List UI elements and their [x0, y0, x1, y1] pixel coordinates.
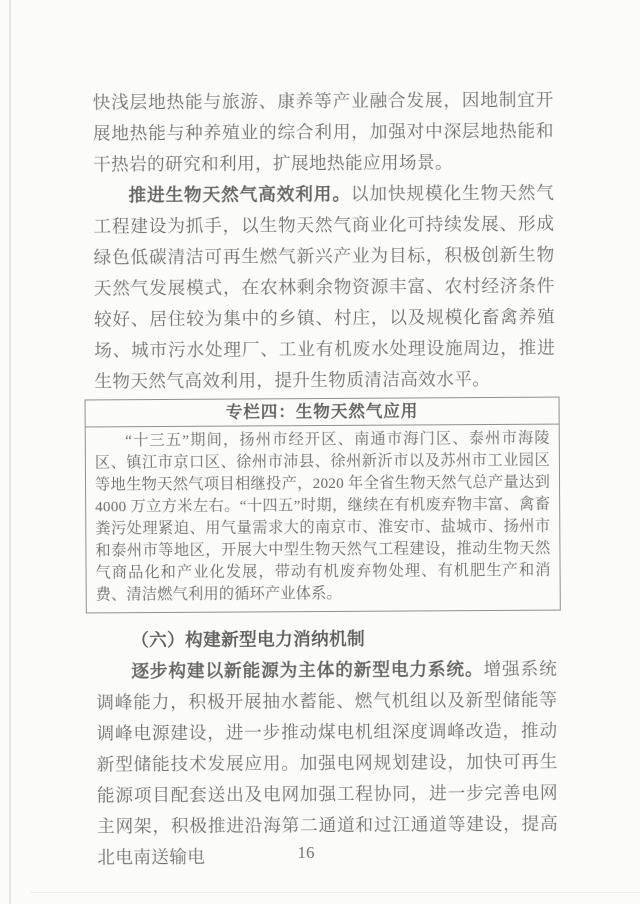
paragraph-power-lead-bold: 逐步构建以新能源为主体的新型电力系统。 — [131, 659, 484, 682]
section-heading-six: （六）构建新型电力消纳机制 — [131, 628, 366, 651]
paragraph-power-text: 增强系统调峰能力，积极开展抽水蓄能、燃气机组以及新型储能等调峰电源建设，进一步推动煤电机组深度调峰改造，推动新型储能技术发展应用。加强电网规划建设，加快可再生能源项目配套送出及电网加强工程协同，进一步完善电网主网架，积极推进沿海第二通道和过江通道等建设，提高北电南送输电 — [96, 658, 559, 868]
callout-box-title: 专栏四：生物天然气应用 — [86, 398, 559, 428]
document-page-content — [93, 85, 559, 874]
paragraph-biogas-text: 以加快规模化生物天然气工程建设为抓手，以生物天然气商业化可持续发展、形成绿色低碳清洁可再生燃气新兴产业为目标，积极创新生物天然气发展模式，在农林剩余物资源丰富、农村经济条件较好、居住较为集中的乡镇、村庄，以及规模化畜禽养殖场、城市污水处理厂、工业有机废水处理设施周边，推进生物天然气高效利用，提升生物质清洁高效水平。 — [93, 182, 556, 392]
callout-box-body: “十三五”期间，扬州市经开区、南通市海门区、泰州市海陵区、镇江市京口区、徐州市沛县、徐州新沂市以及苏州市工业园区等地生物天然气项目相继投产，2020 年全省生物天然气总产量达到 4000 万立方米左右。“十四五”时期，继续在有机废弃物丰富、禽畜粪污处理紧迫、用气量需求大的南京市、淮安市、盐城市、扬州市和泰州市等地区，开展大中型生物天然气工程建设，推动生物天然气商品化和产业化发展，带动有机废弃物处理、有机肥生产和消费、清洁燃气利用的循环产业体系。 — [94, 429, 551, 604]
paragraph-biogas-utilization — [93, 178, 555, 398]
callout-box-biogas-application — [85, 397, 561, 614]
paragraph-geothermal-continuation: 快浅层地热能与旅游、康养等产业融合发展，因地制宜开展地热能与种养殖业的综合利用，加强对中深层地热能和干热岩的研究和利用，扩展地热能应用场景。 — [92, 89, 554, 175]
paragraph-biogas-lead-bold: 推进生物天然气高效利用。 — [128, 183, 351, 206]
scan-artifact-bottom-line — [30, 892, 640, 893]
scan-artifact-left-line — [9, 0, 11, 904]
page-number: 16 — [297, 843, 315, 862]
